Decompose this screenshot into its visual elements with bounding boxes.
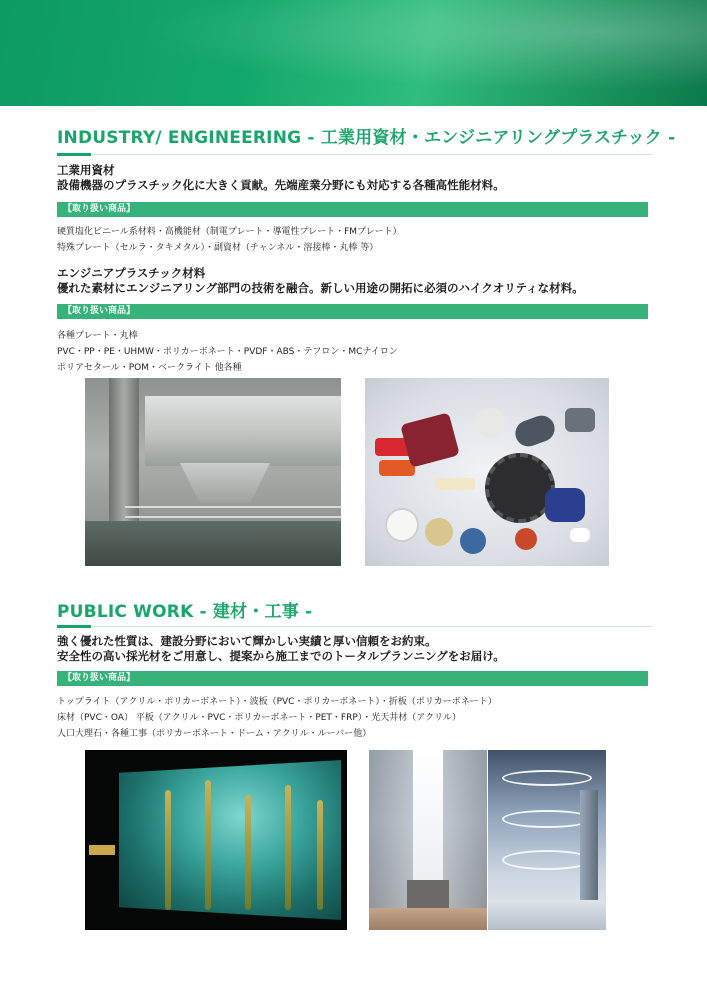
public-work-product-list: トップライト（アクリル・ポリカーボネート）・波板（PVC・ポリカーボネート）・折板（ポリカーボネート） 床材（PVC・OA） 平板（アクリル・PVC・ポリカーボネート・PET・FRP）・光天井材（アクリル） 人口大理石・各種工事（ポリカーボネート・ドーム・アクリル・ルーバー他）	[57, 697, 497, 739]
engineering-plastics-products-bar: 【取り扱い商品】	[57, 304, 648, 319]
industry-title-rule	[57, 154, 652, 155]
industry-title-accent	[57, 153, 91, 156]
public-work-title-accent	[57, 625, 91, 628]
public-work-section-title: PUBLIC WORK - 建材・工事 -	[57, 602, 313, 622]
industrial-materials-heading: 工業用資材 設備機器のプラスチック化に大きく貢献。先端産業分野にも対応する各種高性能材料。	[57, 163, 505, 192]
public-work-products-bar: 【取り扱い商品】	[57, 671, 648, 686]
skylight-atrium-photo	[369, 750, 487, 930]
factory-duct-photo	[85, 378, 341, 566]
dome-ceiling-hall-photo	[488, 750, 606, 930]
industrial-materials-product-list: 硬質塩化ビニール系材料・高機能材（制電プレート・導電性プレート・FMプレート） 特殊プレート（セルラ・タキメタル）・副資材（チャンネル・溶接棒・丸棒 等）	[57, 227, 402, 253]
engineering-plastics-product-list: 各種プレート・丸棒 PVC・PP・PE・UHMW・ポリカーボネート・PVDF・ABS・テフロン・MCナイロン ポリアセタール・POM・ベークライト 他各種	[57, 331, 398, 373]
industrial-materials-products-bar: 【取り扱い商品】	[57, 202, 648, 217]
engineering-plastics-heading: エンジニアプラスチック材料 優れた素材にエンジニアリング部門の技術を融合。新しい用途の開拓に必須のハイクオリティな材料。	[57, 266, 584, 295]
plastic-parts-photo	[365, 378, 609, 566]
public-work-title-rule	[57, 626, 652, 627]
header-green-band	[0, 0, 707, 106]
industry-section-title: INDUSTRY/ ENGINEERING - 工業用資材・エンジニアリングプラスチック -	[57, 128, 676, 148]
public-work-heading: 強く優れた性質は、建設分野において輝かしい実績と厚い信頼をお約束。 安全性の高い採光材をご用意し、提案から施工までのトータルプランニングをお届け。	[57, 634, 505, 663]
aquarium-photo	[85, 750, 347, 930]
